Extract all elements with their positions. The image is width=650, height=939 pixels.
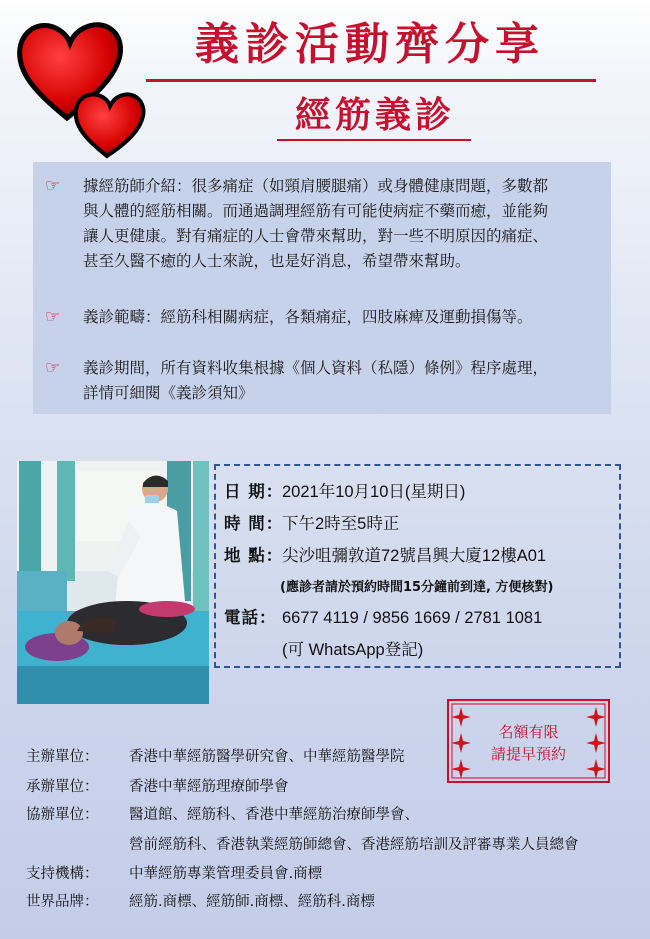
limited-quota-badge <box>447 699 610 783</box>
page-title: 義診活動齊分享 <box>195 19 545 70</box>
organizer-label: 支持機構： <box>26 866 99 882</box>
phone-label: 電話： <box>224 608 277 627</box>
intro-item <box>33 174 611 274</box>
event-details-box <box>214 464 621 668</box>
intro-box <box>33 162 611 414</box>
organizer-row <box>26 890 375 911</box>
organizer-row <box>26 862 322 883</box>
organizer-value: 香港中華經筋醫學研究會、中華經筋醫學院 <box>129 749 405 765</box>
intro-line: 義診期間，所有資料收集根據《個人資料（私隱）條例》程序處理， <box>83 359 549 377</box>
phone-value: 6677 4119 / 9856 1669 / 2781 1081 <box>282 609 543 627</box>
organizer-label: 協辦單位： <box>26 807 99 823</box>
organizer-value: 香港中華經筋理療師學會 <box>129 779 289 795</box>
intro-line: 據經筋師介紹：很多痛症（如頸肩腰腿痛）或身體健康問題，多數都 <box>83 177 549 195</box>
badge-line-1: 名額有限 <box>498 723 559 741</box>
badge-line-2: 請提早預約 <box>490 745 566 763</box>
time-row <box>224 510 399 534</box>
phone-note: (可 WhatsApp登記) <box>282 641 424 659</box>
page-subtitle: 經筋義診 <box>294 94 455 136</box>
organizer-row <box>26 775 289 796</box>
intro-line: 與人體的經筋相關。而通過調理經筋有可能使病症不藥而癒，並能夠 <box>83 202 549 220</box>
organizer-value: 中華經筋專業管理委員會.商標 <box>129 866 323 882</box>
intro-line: 甚至久醫不癒的人士來說，也是好消息，希望帶來幫助。 <box>83 252 471 270</box>
place-note: (應診者請於預約時間15分鐘前到達, 方便核對) <box>280 580 554 595</box>
organizer-label: 承辦單位： <box>26 779 99 795</box>
phone-note-row <box>282 636 423 660</box>
organizer-value: 經筋.商標、經筋師.商標、經筋科.商標 <box>129 894 375 910</box>
hearts-decoration <box>12 10 152 160</box>
organizer-value: 營前經筋科、香港執業經筋師總會、香港經筋培訓及評審專業人員總會 <box>129 837 579 853</box>
date-value: 2021年10月10日(星期日) <box>282 483 466 501</box>
organizer-label: 世界品牌： <box>26 894 99 910</box>
subtitle-underline <box>277 139 471 141</box>
pointing-hand-icon: ☞ <box>45 307 61 327</box>
title-underline <box>146 79 596 82</box>
place-label: 地 點： <box>224 546 284 565</box>
intro-line: 讓人更健康。對有痛症的人士會帶來幫助，對一些不明原因的痛症、 <box>83 227 549 245</box>
intro-item <box>33 356 611 406</box>
treatment-photo <box>17 461 209 704</box>
intro-line: 義診範疇：經筋科相關病症，各類痛症，四肢麻痺及運動損傷等。 <box>83 308 533 326</box>
organizer-label: 主辦單位： <box>26 749 99 765</box>
place-value: 尖沙咀彌敦道72號昌興大廈12樓A01 <box>282 547 547 565</box>
phone-row <box>224 604 542 628</box>
organizer-row <box>26 803 419 824</box>
date-row <box>224 478 465 502</box>
organizer-value: 醫道館、經筋科、香港中華經筋治療師學會、 <box>129 807 419 823</box>
place-row <box>224 542 546 566</box>
intro-line: 詳情可細閱《義診須知》 <box>83 384 254 402</box>
pointing-hand-icon: ☞ <box>45 358 61 378</box>
organizer-row <box>26 833 579 854</box>
date-label: 日 期： <box>224 482 284 501</box>
intro-item <box>33 305 611 330</box>
pointing-hand-icon: ☞ <box>45 176 61 196</box>
time-label: 時 間： <box>224 514 284 533</box>
small-heart-icon <box>76 94 144 156</box>
time-value: 下午2時至5時正 <box>282 515 400 533</box>
organizer-row <box>26 745 405 766</box>
